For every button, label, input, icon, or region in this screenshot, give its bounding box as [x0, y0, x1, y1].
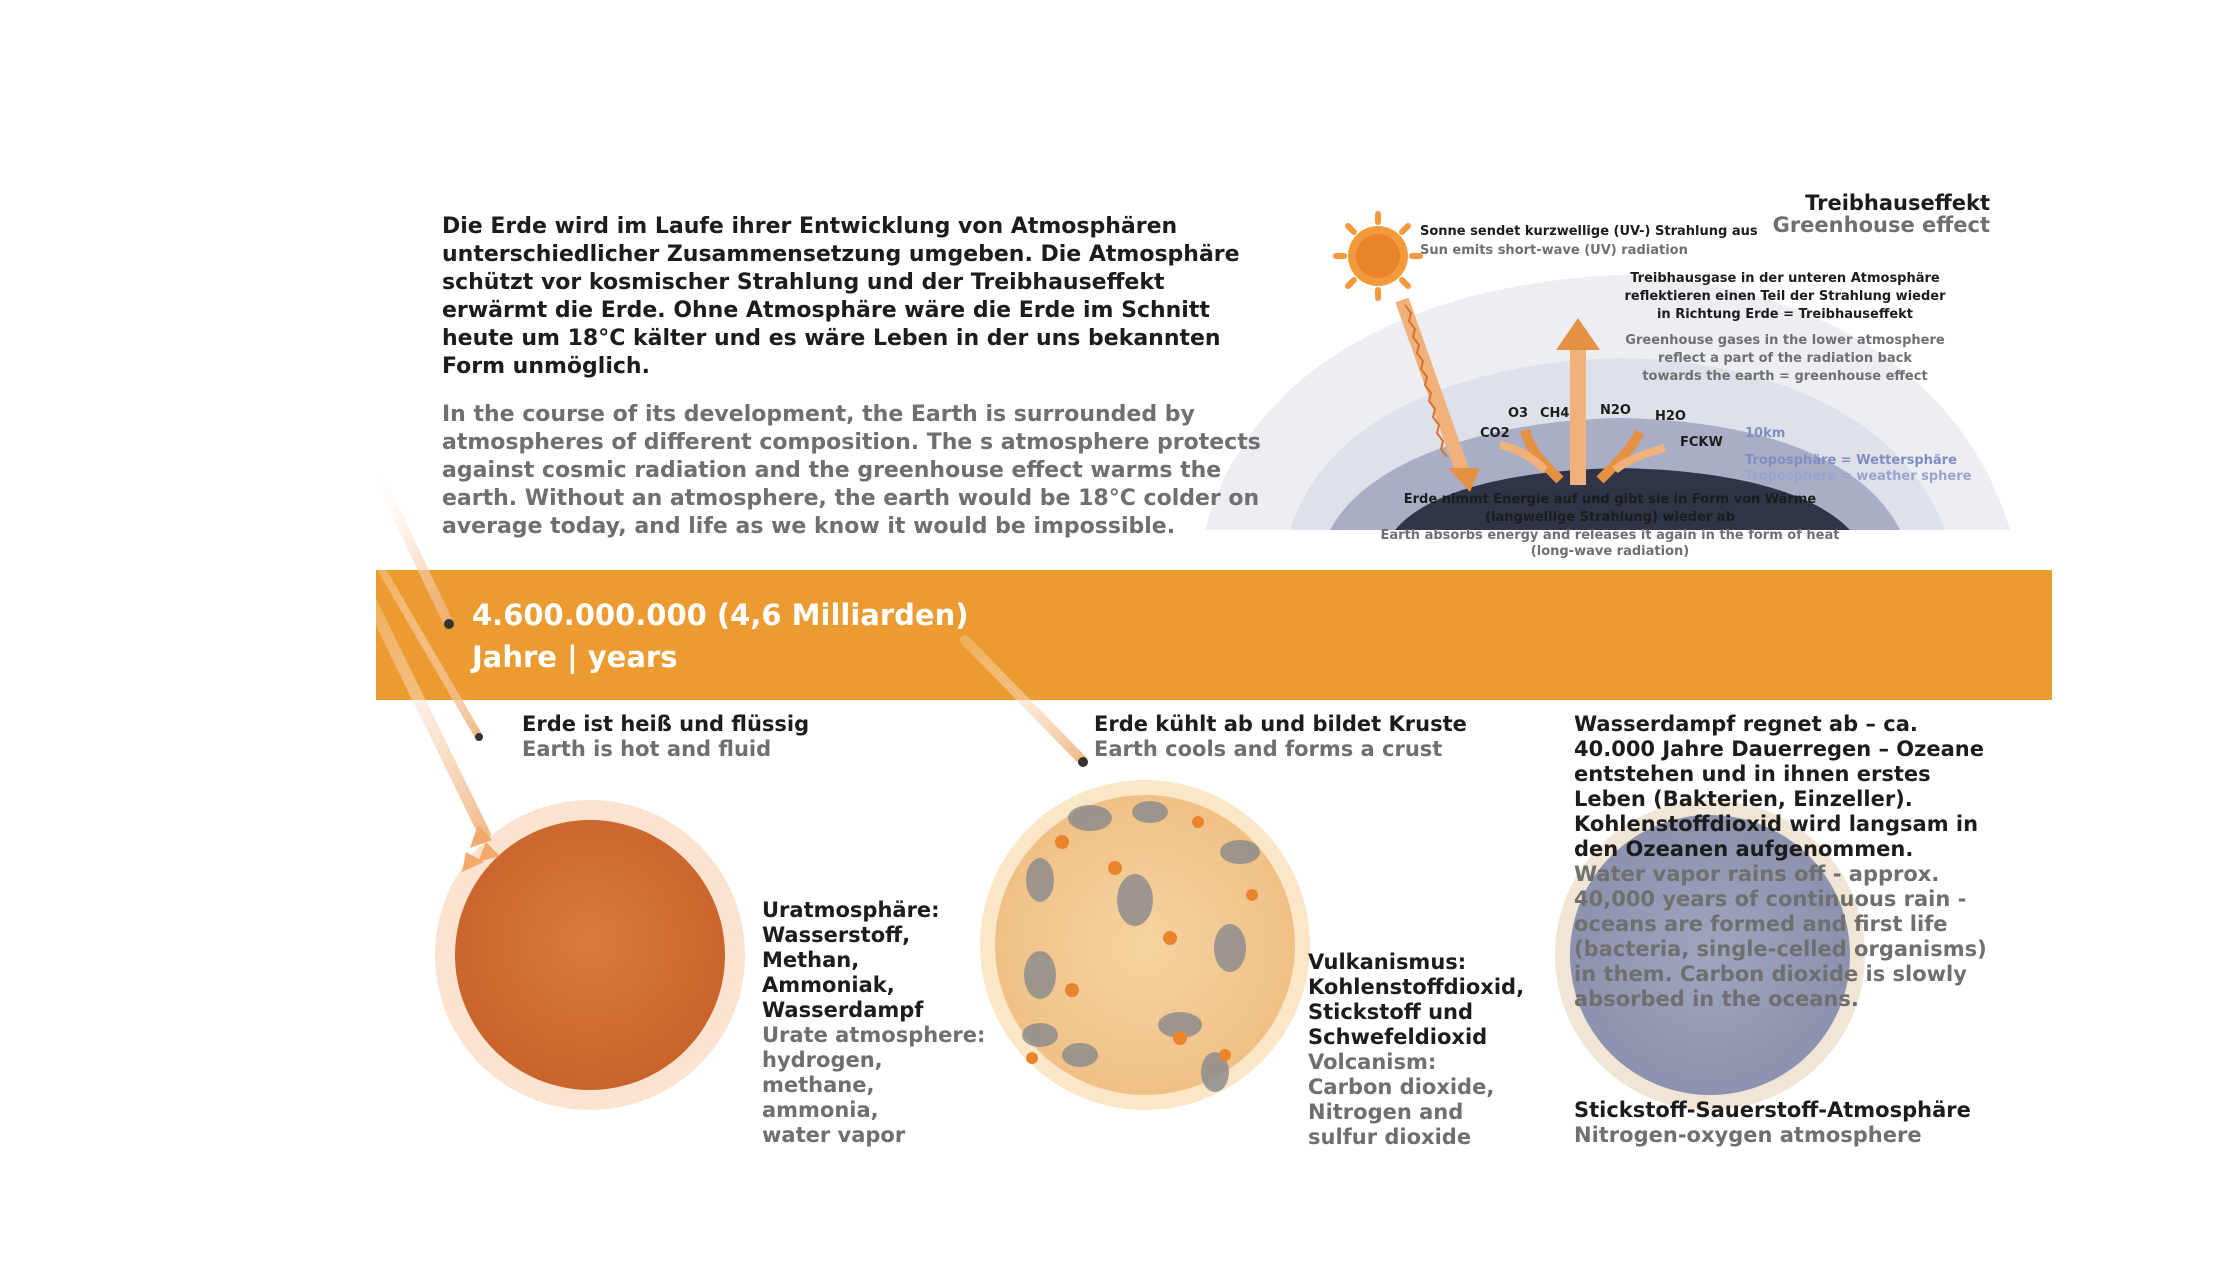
troposphere-de: Troposphäre = Wettersphäre — [1745, 453, 1957, 468]
gas-label-o3: O3 — [1508, 406, 1529, 421]
stage-1-atmosphere: Uratmosphäre: Wasserstoff, Methan, Ammoniak, Wasserdampf Urate atmosphere: hydrogen, methane, ammonia, water vapor — [762, 898, 986, 1147]
altitude-label: 10km — [1745, 426, 1786, 441]
greenhouse-title-de: Treibhauseffekt — [1805, 191, 1990, 215]
gases-caption-de: Treibhausgase in der unteren Atmosphäre reflektieren einen Teil der Strahlung wieder in Richtung Erde = Treibhauseffekt — [1624, 271, 1946, 322]
timeline-number: 4.600.000.000 (4,6 Milliarden) — [472, 598, 969, 632]
intro-german: Die Erde wird im Laufe ihrer Entwicklung von Atmosphären unterschiedlicher Zusammensetzung umgeben. Die Atmosphäre schützt vor kosmischer Strahlung und der Treibhauseffekt erwärmt die Erde. Ohne Atmosphäre wäre die Erde im Schnitt heute um 18°C kälter und es wäre Leben in der uns bekannten Form unmöglich. — [442, 214, 1240, 379]
timeline-label — [472, 594, 968, 678]
meteor-icon — [444, 619, 454, 629]
sun-icon — [1336, 214, 1420, 298]
gas-label-ch4: CH4 — [1540, 406, 1570, 421]
planet-hot-fluid — [435, 800, 745, 1110]
gas-label-h2o: H2O — [1655, 409, 1686, 424]
timeline-unit: Jahre | years — [472, 640, 678, 674]
stage-3-title: Wasserdampf regnet ab – ca. 40.000 Jahre Dauerregen – Ozeane entstehen und in ihnen erstes Leben (Bakterien, Einzeller). Kohlenstoffdioxid wird langsam in den Ozeanen aufgenommen. Water vapor rains off - approx. 40,000 years of continuous rain - oceans are formed and first life (bacteria, single-celled organisms) in them. Carbon dioxide is slowly absorbed in the oceans. — [1574, 712, 1987, 1011]
stage-2-atmosphere: Vulkanismus: Kohlenstoffdioxid, Stickstoff und Schwefeldioxid Volcanism: Carbon dioxide, Nitrogen and sulfur dioxide — [1308, 950, 1525, 1149]
greenhouse-title-en: Greenhouse effect — [1772, 213, 1990, 237]
stage-2-title: Erde kühlt ab und bildet Kruste Earth cools and forms a crust — [1094, 712, 1467, 761]
planet-crust — [980, 780, 1310, 1110]
intro-text — [442, 213, 1272, 561]
gas-label-n2o: N2O — [1600, 403, 1631, 418]
earth-caption-en: Earth absorbs energy and releases it again in the form of heat (long-wave radiation) — [1380, 528, 1840, 559]
earth-caption-de: Erde nimmt Energie auf und gibt sie in Form von Wärme (langwellige Strahlung) wieder ab — [1403, 492, 1817, 525]
troposphere-en: Troposphere = weather sphere — [1745, 469, 1972, 484]
stage-1-title: Erde ist heiß und flüssig Earth is hot and fluid — [522, 712, 810, 761]
gas-label-co2: CO2 — [1480, 426, 1510, 441]
gases-caption-en: Greenhouse gases in the lower atmosphere reflect a part of the radiation back towards the earth = greenhouse effect — [1625, 333, 1945, 384]
intro-english: In the course of its development, the Earth is surrounded by atmospheres of different composition. The s atmosphere protects against cosmic radiation and the greenhouse effect warms the earth. Without an atmosphere, the earth would be 18°C colder on average today, and life as we know it would be impossible. — [442, 402, 1261, 539]
gas-label-fckw: FCKW — [1680, 435, 1723, 450]
sun-caption-de: Sonne sendet kurzwellige (UV-) Strahlung aus — [1420, 224, 1758, 239]
sun-caption-en: Sun emits short-wave (UV) radiation — [1420, 243, 1688, 258]
stage-3-atmosphere: Stickstoff-Sauerstoff-Atmosphäre Nitrogen-oxygen atmosphere — [1574, 1098, 1971, 1147]
